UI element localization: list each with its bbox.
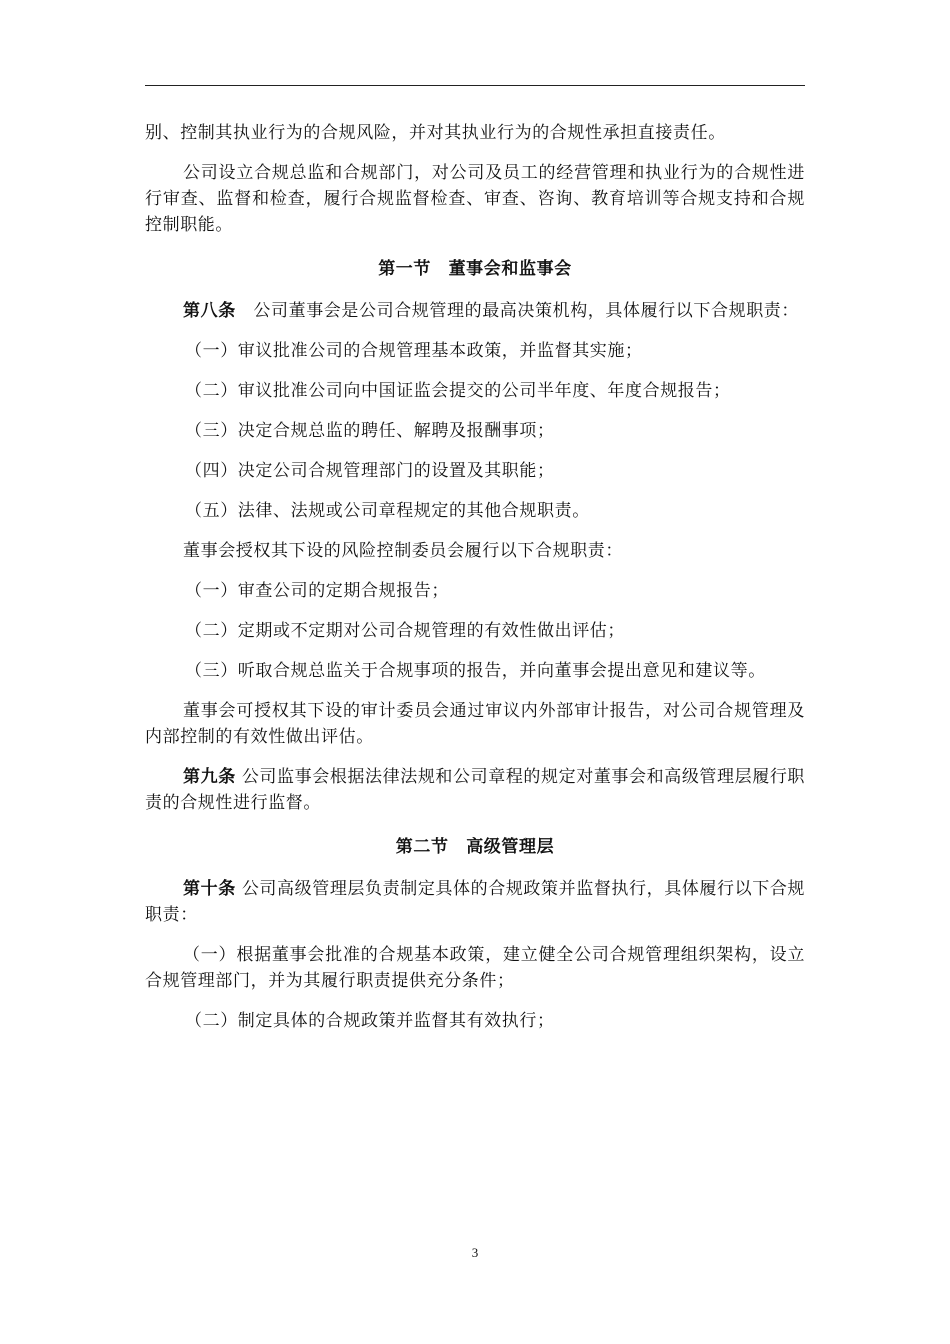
section-heading-senior-management: 第二节 高级管理层 bbox=[395, 837, 555, 857]
article-9 bbox=[145, 764, 805, 816]
article-8-item: （五）法律、法规或公司章程规定的其他合规职责。 bbox=[185, 501, 590, 521]
paragraph-continuation: 别、控制其执业行为的合规风险，并对其执业行为的合规性承担直接责任。 bbox=[145, 123, 726, 143]
page-number: 3 bbox=[471, 1245, 479, 1260]
article-10-text: 公司高级管理层负责制定具体的合规政策并监督执行，具体履行以下合规职责： bbox=[145, 879, 806, 925]
article-8-label: 第八条 bbox=[183, 301, 236, 321]
article-8-item: （三）决定合规总监的聘任、解聘及报酬事项； bbox=[185, 421, 555, 441]
risk-committee-item: （一）审查公司的定期合规报告； bbox=[185, 581, 449, 601]
paragraph-audit-committee: 董事会可授权其下设的审计委员会通过审议内外部审计报告，对公司合规管理及内部控制的有效性做出评估。 bbox=[145, 701, 805, 747]
section-heading-board: 第一节 董事会和监事会 bbox=[378, 259, 572, 279]
article-8-text: 公司董事会是公司合规管理的最高决策机构，具体履行以下合规职责： bbox=[235, 301, 800, 321]
risk-committee-item: （三）听取合规总监关于合规事项的报告，并向董事会提出意见和建议等。 bbox=[185, 661, 766, 681]
article-8-item: （四）决定公司合规管理部门的设置及其职能； bbox=[185, 461, 555, 481]
risk-committee-item: （二）定期或不定期对公司合规管理的有效性做出评估； bbox=[185, 621, 625, 641]
article-8 bbox=[145, 298, 805, 324]
article-9-label: 第九条 bbox=[183, 767, 236, 787]
article-8-item: （二）审议批准公司向中国证监会提交的公司半年度、年度合规报告； bbox=[185, 381, 731, 401]
paragraph-risk-committee: 董事会授权其下设的风险控制委员会履行以下合规职责： bbox=[183, 541, 623, 561]
paragraph-compliance-dept: 公司设立合规总监和合规部门，对公司及员工的经营管理和执业行为的合规性进行审查、监督和检查，履行合规监督检查、审查、咨询、教育培训等合规支持和合规控制职能。 bbox=[145, 163, 805, 235]
article-10-item: （二）制定具体的合规政策并监督其有效执行； bbox=[185, 1011, 555, 1031]
article-8-item: （一）审议批准公司的合规管理基本政策，并监督其实施； bbox=[185, 341, 643, 361]
article-9-text: 公司监事会根据法律法规和公司章程的规定对董事会和高级管理层履行职责的合规性进行监督。 bbox=[145, 767, 806, 813]
article-10-item: （一）根据董事会批准的合规基本政策，建立健全公司合规管理组织架构，设立合规管理部门，并为其履行职责提供充分条件； bbox=[145, 945, 805, 991]
article-10-label: 第十条 bbox=[183, 879, 236, 899]
article-10 bbox=[145, 876, 805, 928]
document-body bbox=[145, 120, 805, 1048]
header-rule bbox=[145, 85, 805, 86]
